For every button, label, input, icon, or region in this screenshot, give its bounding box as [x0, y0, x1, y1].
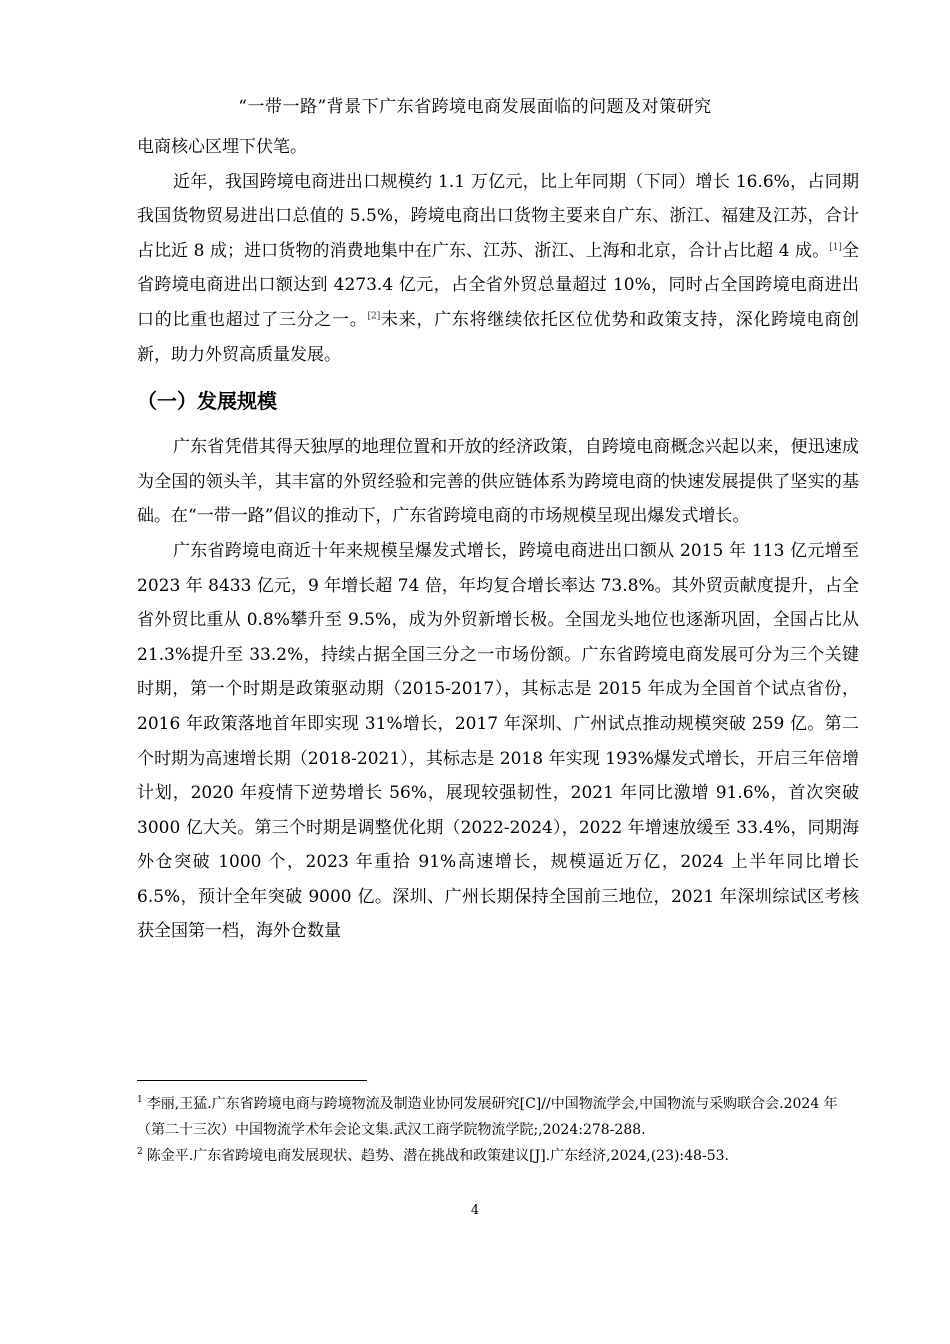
footnote-2: [137, 1143, 859, 1169]
paragraph-continuation: 电商核心区埋下伏笔。: [137, 137, 307, 157]
running-header: “一带一路”背景下广东省跨境电商发展面临的问题及对策研究: [238, 97, 712, 117]
paragraph-text: 近年，我国跨境电商进出口规模约 1.1 万亿元，比上年同期（下同）增长 16.6%，占同期我国货物贸易进出口总值的 5.5%，跨境电商出口货物主要来自广东、浙江、福建及江苏，合计占比近 8 成；进口货物的消费地集中在广东、江苏、浙江、上海和北京，合计占比超 4 成。: [137, 171, 859, 261]
body-text: [137, 130, 859, 949]
citation-ref-2[interactable]: [2]: [367, 311, 381, 322]
section-heading: （一）发展规模: [137, 389, 277, 414]
citation-ref-1[interactable]: [1]: [829, 242, 842, 253]
footnote-1: [137, 1091, 859, 1143]
page-number: 4: [470, 1203, 480, 1218]
footnote-text: 李丽,王猛.广东省跨境电商与跨境物流及制造业协同发展研究[C]//中国物流学会,中国物流与采购联合会.2024 年（第二十三次）中国物流学术年会论文集.武汉工商学院物流学院;,2024:278-288.: [137, 1096, 838, 1138]
paragraph-scale-overview: [137, 165, 859, 373]
footnotes: [137, 1091, 859, 1169]
footnote-divider: [137, 1080, 367, 1081]
paragraph-growth-periods: 广东省跨境电商近十年来规模呈爆发式增长，跨境电商进出口额从 2015 年 113 亿元增至 2023 年 8433 亿元，9 年增长超 74 倍，年均复合增长率达 73.8%。其外贸贡献度提升，占全省外贸比重从 0.8%攀升至 9.5%，成为外贸新增长极。全国龙头地位也逐渐巩固，全国占比从 21.3%提升至 33.2%，持续占据全国三分之一市场份额。广东省跨境电商发展可分为三个关键时期，第一个时期是政策驱动期（2015-2017），其标志是 2015 年成为全国首个试点省份，2016 年政策落地首年即实现 31%增长，2017 年深圳、广州试点推动规模突破 259 亿。第二个时期为高速增长期（2018-2021），其标志是 2018 年实现 193%爆发式增长，开启三年倍增计划，2020 年疫情下逆势增长 56%，展现较强韧性，2021 年同比激增 91.6%，首次突破 3000 亿大关。第三个时期是调整优化期（2022-2024），2022 年增速放缓至 33.4%，同期海外仓突破 1000 个，2023 年重拾 91%高速增长，规模逼近万亿，2024 上半年同比增长 6.5%，预计全年突破 9000 亿。深圳、广州长期保持全国前三地位，2021 年深圳综试区考核获全国第一档，海外仓数量: [137, 540, 859, 942]
footnote-mark: 1: [137, 1095, 143, 1106]
paragraph-text: 未来，广东将继续依托区位优势和政策支持，深化跨境电商创新，助力外贸高质量发展。: [137, 309, 860, 365]
paragraph-text: 全省跨境电商进出口额达到 4273.4 亿元，占全省外贸总量超过 10%，同时占全国跨境电商进出口的比重也超过了三分之一。: [137, 240, 860, 330]
footnote-text: 陈金平.广东省跨境电商发展现状、趋势、潜在挑战和政策建议[J].广东经济,2024,(23):48-53.: [146, 1148, 729, 1164]
footnote-mark: 2: [137, 1147, 143, 1158]
paragraph-advantages: 广东省凭借其得天独厚的地理位置和开放的经济政策，自跨境电商概念兴起以来，便迅速成为全国的领头羊，其丰富的外贸经验和完善的供应链体系为跨境电商的快速发展提供了坚实的基础。在“一带一路”倡议的推动下，广东省跨境电商的市场规模呈现出爆发式增长。: [137, 437, 859, 527]
